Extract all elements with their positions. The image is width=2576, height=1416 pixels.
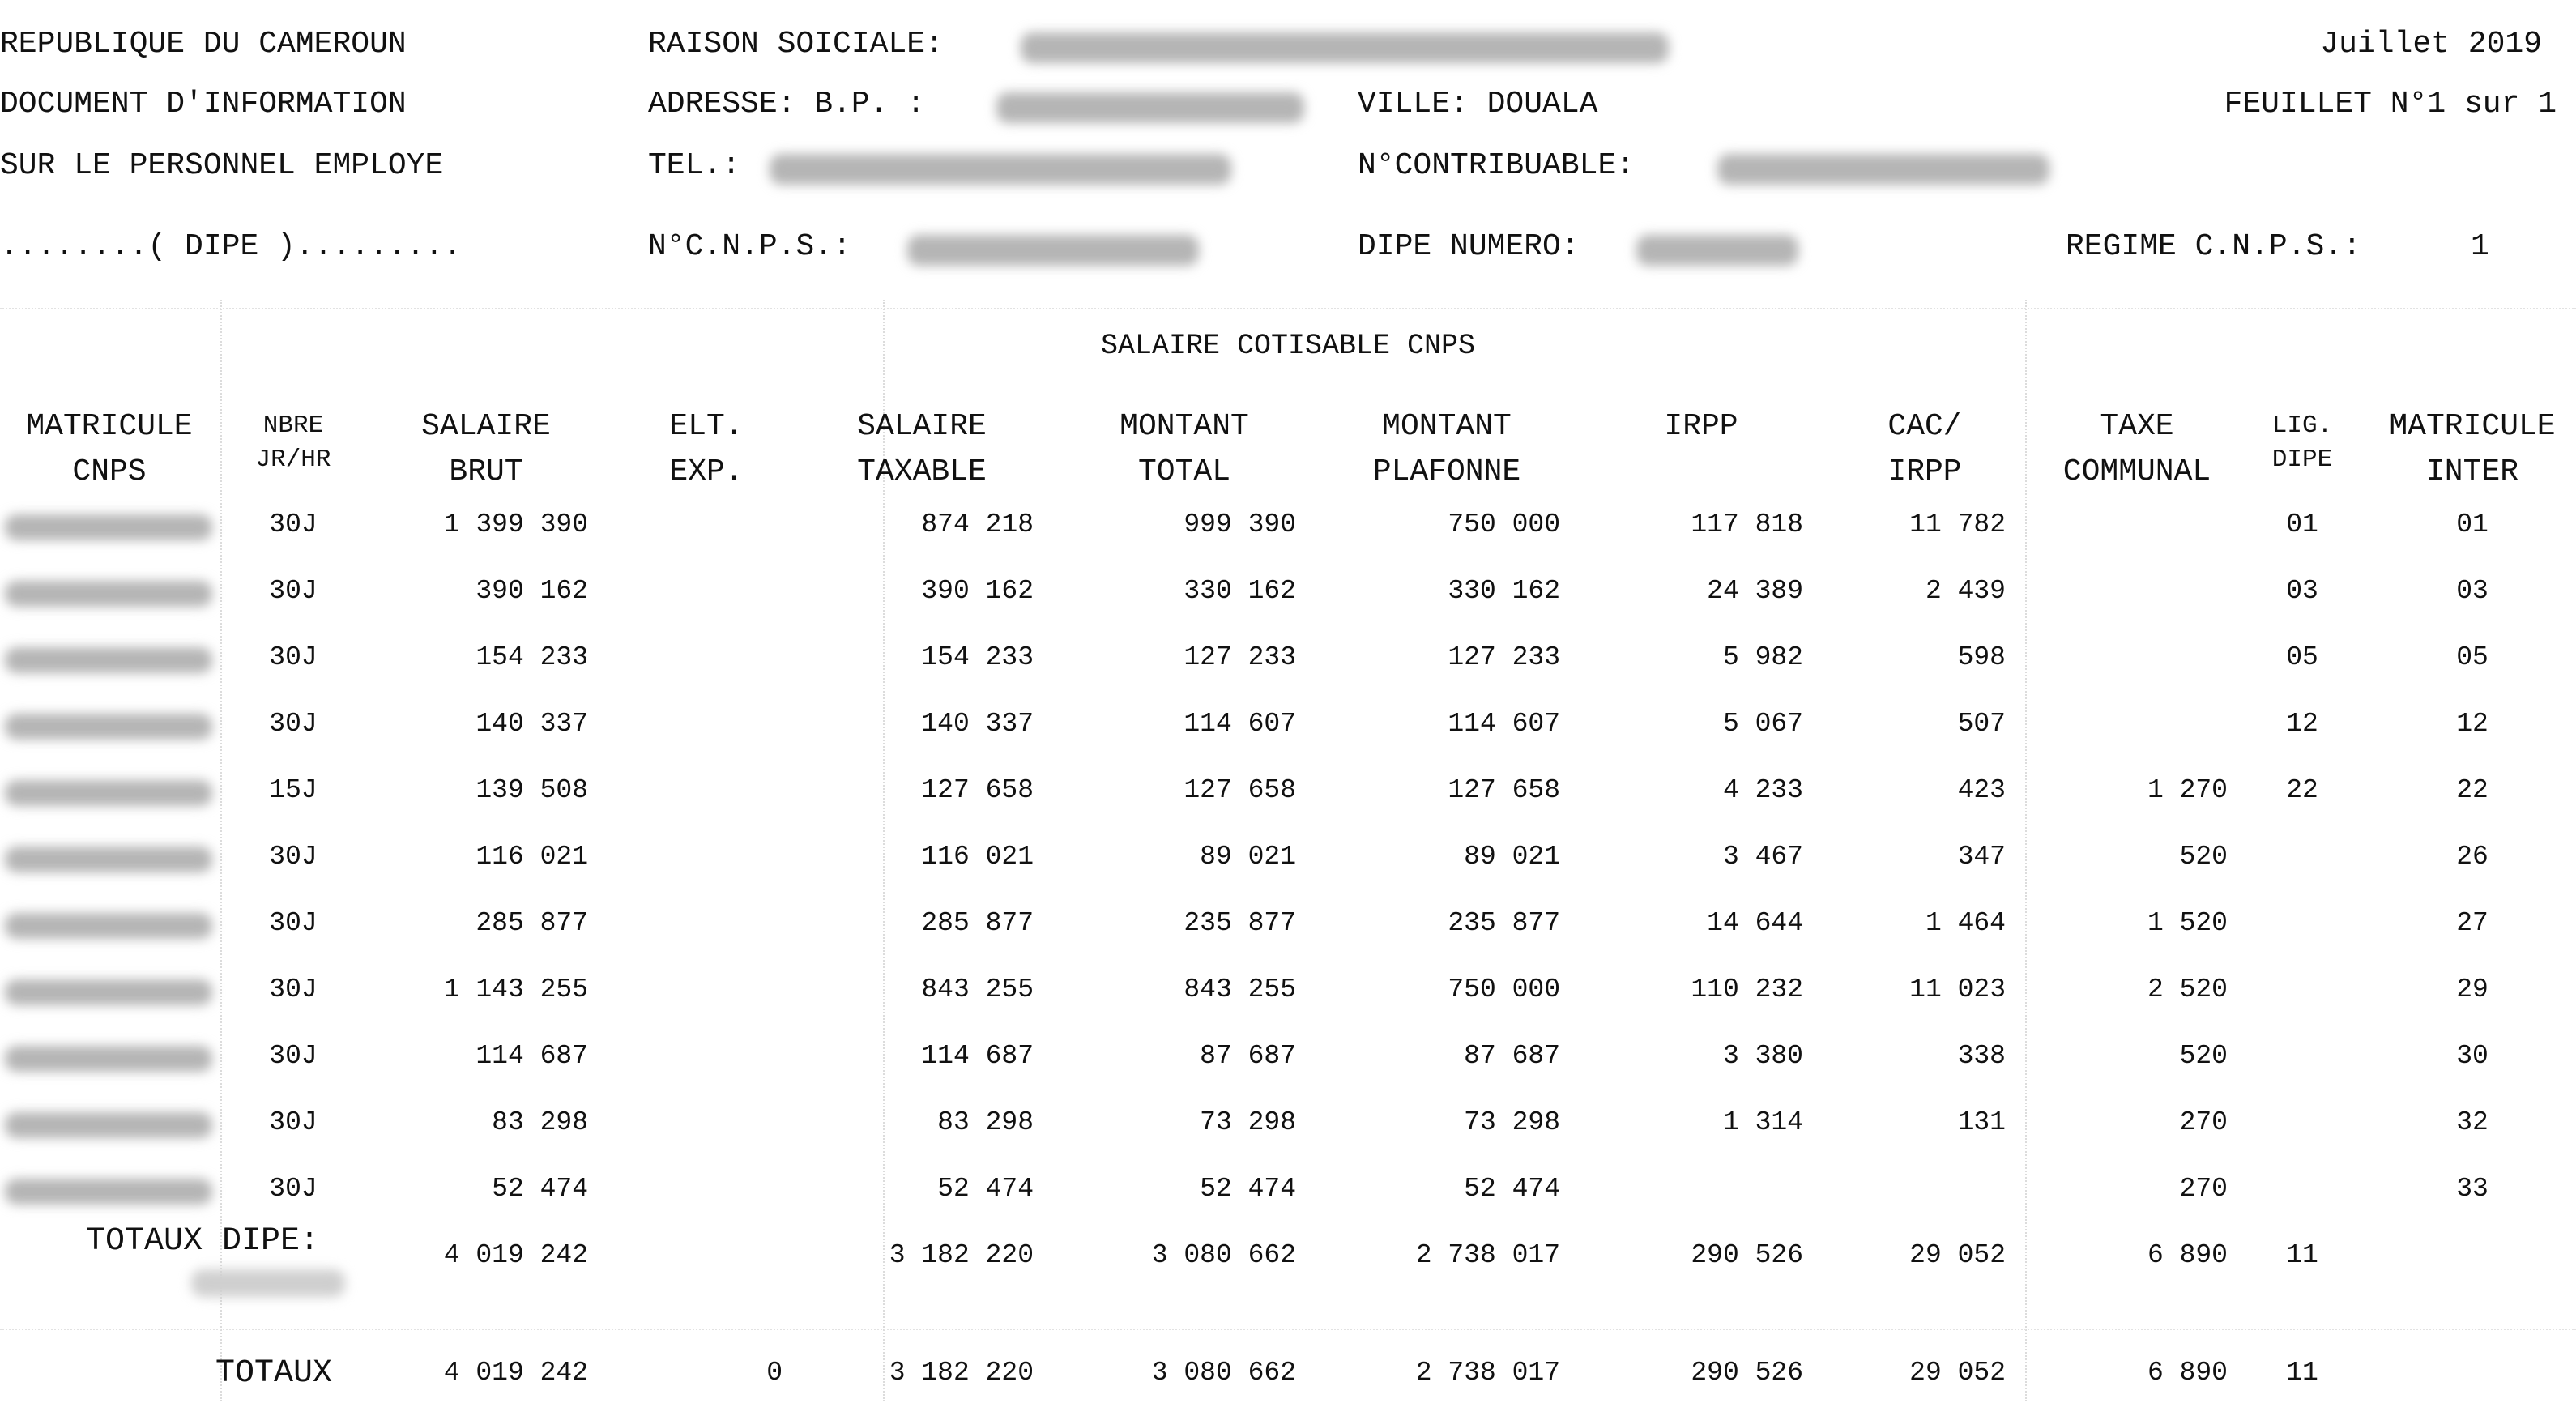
cell-plafonne: 87 687	[1464, 1041, 1560, 1071]
regime-value: 1	[2471, 229, 2489, 264]
cell-lig: 05	[2286, 642, 2318, 672]
cell-brut: 140 337	[476, 709, 588, 739]
cell-nbre: 30J	[269, 908, 318, 938]
totaux-dipe-cac: 29 052	[1909, 1240, 2006, 1270]
totaux-plafonne: 2 738 017	[1415, 1358, 1560, 1388]
column-header-line2: PLAFONNE	[1372, 454, 1521, 489]
document-subject-label: SUR LE PERSONNEL EMPLOYE	[0, 148, 444, 183]
redacted-matricule	[5, 581, 212, 607]
period-date: Juillet 2019	[2320, 27, 2542, 62]
cell-total: 52 474	[1200, 1174, 1296, 1204]
totaux-dipe-total: 3 080 662	[1151, 1240, 1296, 1270]
cell-total: 843 255	[1184, 975, 1296, 1004]
cell-nbre: 30J	[269, 576, 318, 606]
cell-total: 235 877	[1184, 908, 1296, 938]
cell-taxe: 520	[2179, 1041, 2228, 1071]
cell-inter: 33	[2456, 1174, 2489, 1204]
cell-cac: 423	[1957, 775, 2006, 805]
cell-cac: 2 439	[1925, 576, 2006, 606]
cell-inter: 12	[2456, 709, 2489, 739]
cell-brut: 1 399 390	[443, 510, 588, 540]
column-header-line2: DIPE	[2271, 446, 2333, 474]
cell-brut: 390 162	[476, 576, 588, 606]
contribuable-label: N°CONTRIBUABLE:	[1358, 148, 1636, 183]
cell-inter: 01	[2456, 510, 2489, 540]
cell-nbre: 30J	[269, 1174, 318, 1204]
cell-plafonne: 114 607	[1448, 709, 1560, 739]
cell-irpp: 14 644	[1707, 908, 1803, 938]
grid-line	[0, 308, 2576, 309]
cell-taxable: 140 337	[921, 709, 1034, 739]
cell-inter: 05	[2456, 642, 2489, 672]
totaux-exp: 0	[766, 1358, 783, 1388]
dipe-numero-label: DIPE NUMERO:	[1358, 229, 1580, 264]
column-header-line1: TAXE	[2100, 409, 2174, 444]
column-header-line1: LIG.	[2271, 412, 2333, 440]
column-header-line1: MATRICULE	[2389, 409, 2556, 444]
cell-brut: 83 298	[492, 1107, 588, 1137]
redacted-matricule	[5, 847, 212, 872]
cell-taxe: 270	[2179, 1107, 2228, 1137]
cell-lig: 12	[2286, 709, 2318, 739]
redacted-tel	[770, 154, 1231, 185]
cell-nbre: 30J	[269, 842, 318, 872]
regime-label: REGIME C.N.P.S.:	[2066, 229, 2361, 264]
cell-plafonne: 89 021	[1464, 842, 1560, 872]
totaux-dipe-taxable: 3 182 220	[889, 1240, 1034, 1270]
cell-cac: 131	[1957, 1107, 2006, 1137]
cell-taxe: 1 270	[2147, 775, 2228, 805]
column-header-line1: MATRICULE	[26, 409, 193, 444]
column-header-line2: BRUT	[449, 454, 523, 489]
cell-total: 999 390	[1184, 510, 1296, 540]
totaux-taxe: 6 890	[2147, 1358, 2228, 1388]
column-header-line1: SALAIRE	[857, 409, 987, 444]
redacted-matricule	[5, 514, 212, 540]
cell-brut: 139 508	[476, 775, 588, 805]
cell-plafonne: 235 877	[1448, 908, 1560, 938]
redacted-matricule	[5, 1046, 212, 1072]
ville-label: VILLE: DOUALA	[1358, 87, 1598, 122]
cell-lig: 03	[2286, 576, 2318, 606]
cell-cac: 11 023	[1909, 975, 2006, 1004]
totaux-label: TOTAUX	[215, 1355, 333, 1392]
cell-inter: 30	[2456, 1041, 2489, 1071]
redacted-matricule	[5, 780, 212, 806]
cell-nbre: 30J	[269, 1107, 318, 1137]
cell-taxable: 114 687	[921, 1041, 1034, 1071]
totaux-lig: 11	[2286, 1358, 2318, 1388]
cell-inter: 32	[2456, 1107, 2489, 1137]
cell-taxable: 874 218	[921, 510, 1034, 540]
cell-taxable: 843 255	[921, 975, 1034, 1004]
cell-taxable: 52 474	[937, 1174, 1034, 1204]
cell-irpp: 5 982	[1722, 642, 1803, 672]
totaux-dipe-irpp: 290 526	[1691, 1240, 1803, 1270]
country-label: REPUBLIQUE DU CAMEROUN	[0, 27, 407, 62]
cell-brut: 1 143 255	[443, 975, 588, 1004]
totaux-dipe-taxe: 6 890	[2147, 1240, 2228, 1270]
totaux-dipe-brut: 4 019 242	[443, 1240, 588, 1270]
cell-brut: 52 474	[492, 1174, 588, 1204]
cell-irpp: 5 067	[1722, 709, 1803, 739]
cell-taxable: 154 233	[921, 642, 1034, 672]
cell-brut: 154 233	[476, 642, 588, 672]
cell-plafonne: 73 298	[1464, 1107, 1560, 1137]
cell-taxe: 270	[2179, 1174, 2228, 1204]
cell-cac: 1 464	[1925, 908, 2006, 938]
cell-total: 73 298	[1200, 1107, 1296, 1137]
redacted-raison-sociale	[1021, 32, 1669, 63]
column-header-line2: JR/HR	[255, 446, 331, 474]
cell-taxable: 83 298	[937, 1107, 1034, 1137]
cell-inter: 03	[2456, 576, 2489, 606]
redacted-matricule	[5, 979, 212, 1005]
cell-lig: 01	[2286, 510, 2318, 540]
redacted-matricule	[5, 647, 212, 673]
column-header-line1: SALAIRE	[421, 409, 551, 444]
cell-total: 330 162	[1184, 576, 1296, 606]
cell-taxable: 127 658	[921, 775, 1034, 805]
cell-total: 127 233	[1184, 642, 1296, 672]
cell-irpp: 3 467	[1722, 842, 1803, 872]
cell-irpp: 117 818	[1691, 510, 1803, 540]
dipe-label: ........( DIPE ).........	[0, 229, 463, 264]
cell-irpp: 3 380	[1722, 1041, 1803, 1071]
cell-total: 87 687	[1200, 1041, 1296, 1071]
redacted-matricule	[5, 913, 212, 939]
tel-label: TEL.:	[648, 148, 741, 183]
cell-cac: 598	[1957, 642, 2006, 672]
column-header-line2: CNPS	[72, 454, 147, 489]
cell-irpp: 110 232	[1691, 975, 1803, 1004]
column-header-line1: MONTANT	[1120, 409, 1249, 444]
column-header-line2: TOTAL	[1137, 454, 1231, 489]
column-header-line2: TAXABLE	[857, 454, 987, 489]
cell-cac: 507	[1957, 709, 2006, 739]
cell-irpp: 4 233	[1722, 775, 1803, 805]
redacted-contribuable	[1717, 154, 2049, 185]
cell-brut: 116 021	[476, 842, 588, 872]
cell-taxe: 1 520	[2147, 908, 2228, 938]
totaux-dipe-label: TOTAUX DIPE:	[86, 1223, 320, 1260]
redacted-matricule	[5, 1179, 212, 1205]
cell-taxable: 285 877	[921, 908, 1034, 938]
column-header-line2: COMMUNAL	[2062, 454, 2211, 489]
totaux-brut: 4 019 242	[443, 1358, 588, 1388]
cell-brut: 114 687	[476, 1041, 588, 1071]
redacted-totaux-dipe-id	[191, 1269, 345, 1297]
cell-nbre: 30J	[269, 1041, 318, 1071]
cell-taxe: 2 520	[2147, 975, 2228, 1004]
column-header-line1: CAC/	[1887, 409, 1962, 444]
cell-lig: 22	[2286, 775, 2318, 805]
feuillet-label: FEUILLET N°1 sur 1	[2224, 87, 2557, 122]
totaux-irpp: 290 526	[1691, 1358, 1803, 1388]
redacted-dipe-numero	[1636, 235, 1798, 266]
column-header-line2: EXP.	[669, 454, 744, 489]
cell-taxe: 520	[2179, 842, 2228, 872]
column-header-line1: IRPP	[1664, 409, 1738, 444]
table-group-title: SALAIRE COTISABLE CNPS	[1100, 330, 1476, 362]
cell-taxable: 390 162	[921, 576, 1034, 606]
redacted-matricule	[5, 1112, 212, 1138]
column-header-line2: IRPP	[1887, 454, 1962, 489]
cell-plafonne: 127 658	[1448, 775, 1560, 805]
cell-irpp: 24 389	[1707, 576, 1803, 606]
cell-total: 89 021	[1200, 842, 1296, 872]
cell-inter: 27	[2456, 908, 2489, 938]
cell-nbre: 30J	[269, 975, 318, 1004]
totaux-cac: 29 052	[1909, 1358, 2006, 1388]
cell-inter: 26	[2456, 842, 2489, 872]
cell-taxable: 116 021	[921, 842, 1034, 872]
cell-cac: 347	[1957, 842, 2006, 872]
cell-nbre: 15J	[269, 775, 318, 805]
redacted-adresse	[996, 92, 1304, 123]
cell-cac: 11 782	[1909, 510, 2006, 540]
cell-inter: 29	[2456, 975, 2489, 1004]
cell-plafonne: 52 474	[1464, 1174, 1560, 1204]
adresse-label: ADRESSE: B.P. :	[648, 87, 926, 122]
grid-line	[0, 1329, 2576, 1330]
cell-plafonne: 127 233	[1448, 642, 1560, 672]
cell-cac: 338	[1957, 1041, 2006, 1071]
cell-plafonne: 750 000	[1448, 510, 1560, 540]
cnps-number-label: N°C.N.P.S.:	[648, 229, 851, 264]
cell-nbre: 30J	[269, 510, 318, 540]
column-header-line1: MONTANT	[1382, 409, 1512, 444]
cell-nbre: 30J	[269, 642, 318, 672]
cell-total: 127 658	[1184, 775, 1296, 805]
cell-brut: 285 877	[476, 908, 588, 938]
document-type-label: DOCUMENT D'INFORMATION	[0, 87, 407, 122]
cell-inter: 22	[2456, 775, 2489, 805]
cell-total: 114 607	[1184, 709, 1296, 739]
totaux-total: 3 080 662	[1151, 1358, 1296, 1388]
cell-plafonne: 750 000	[1448, 975, 1560, 1004]
column-header-line1: ELT.	[669, 409, 744, 444]
cell-plafonne: 330 162	[1448, 576, 1560, 606]
redacted-matricule	[5, 714, 212, 740]
totaux-dipe-plafonne: 2 738 017	[1415, 1240, 1560, 1270]
column-header-line1: NBRE	[262, 412, 324, 440]
raison-sociale-label: RAISON SOICIALE:	[648, 27, 944, 62]
redacted-cnps-number	[907, 235, 1199, 266]
cell-nbre: 30J	[269, 709, 318, 739]
column-header-line2: INTER	[2425, 454, 2519, 489]
cell-irpp: 1 314	[1722, 1107, 1803, 1137]
totaux-dipe-lig: 11	[2286, 1240, 2318, 1270]
totaux-taxable: 3 182 220	[889, 1358, 1034, 1388]
